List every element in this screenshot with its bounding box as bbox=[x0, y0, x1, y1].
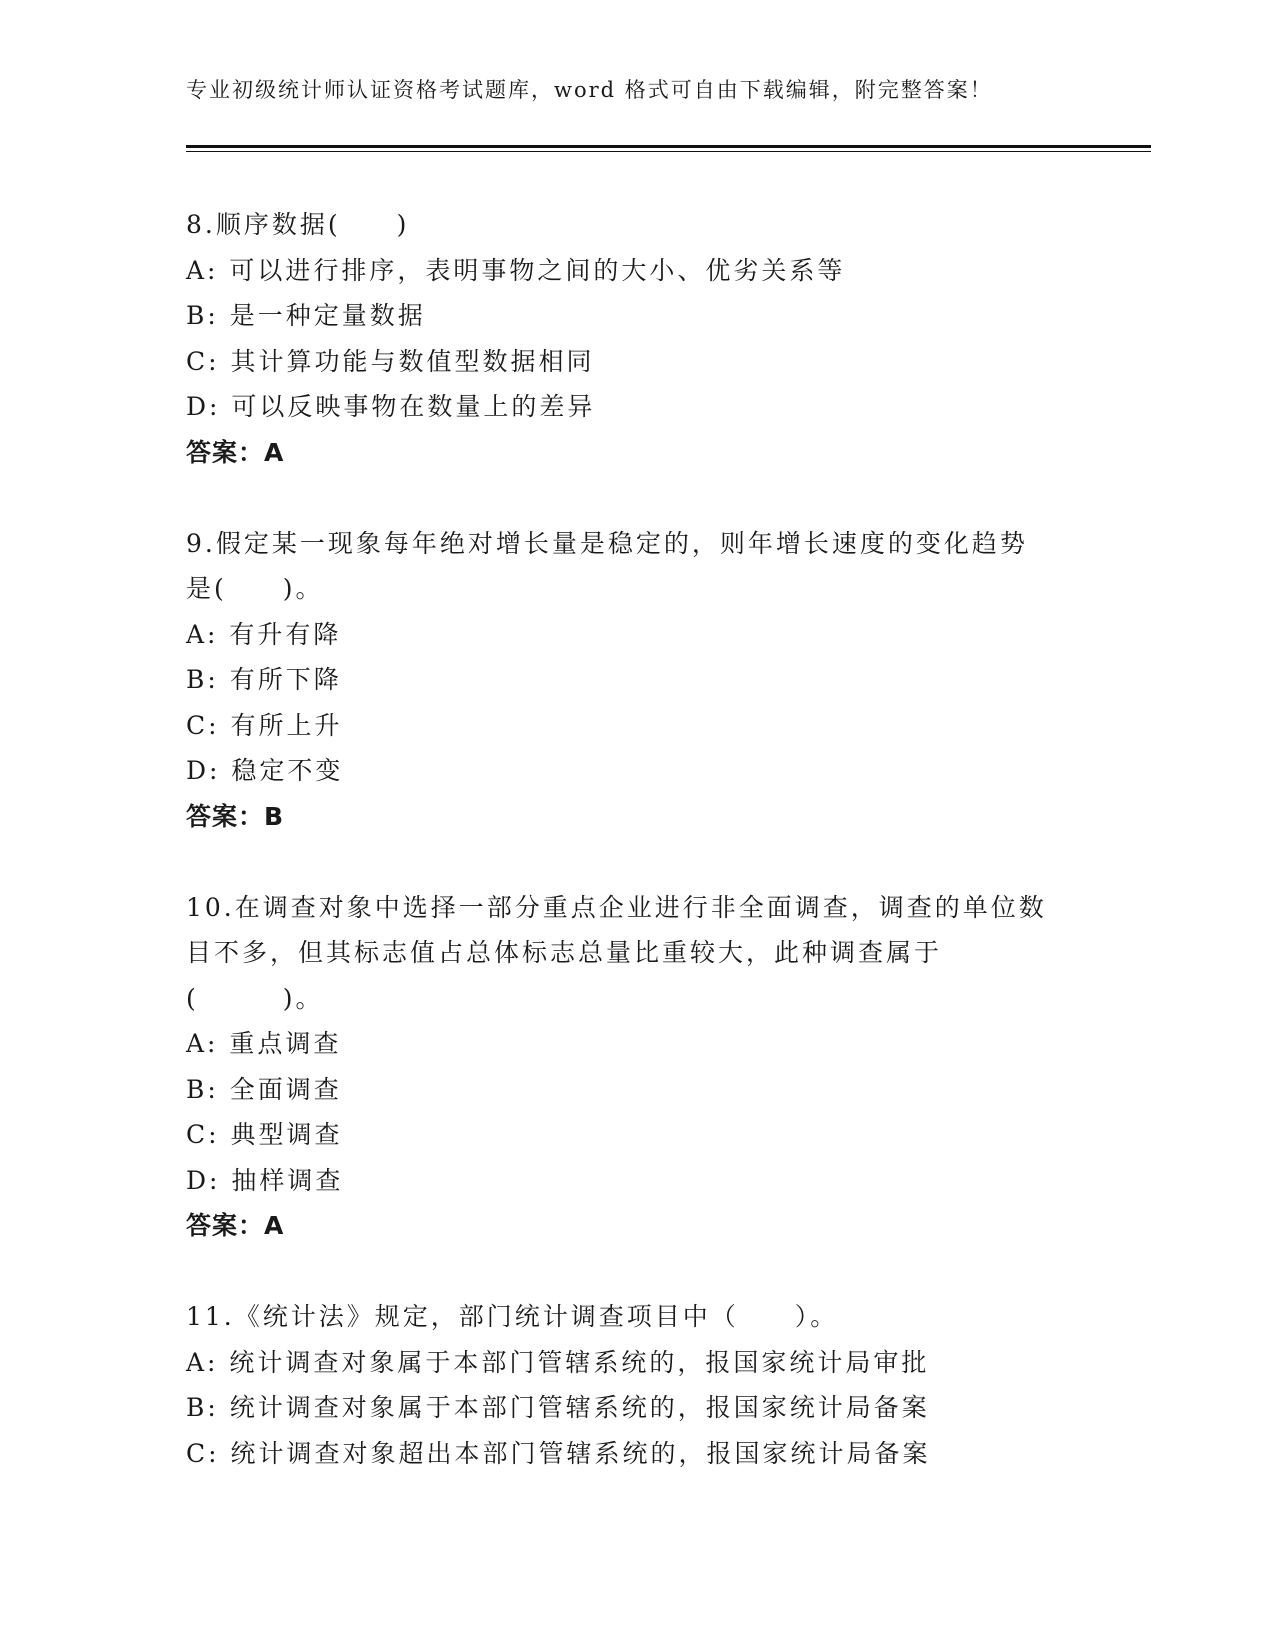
option-b: B: 统计调查对象属于本部门管辖系统的，报国家统计局备案 bbox=[186, 1393, 930, 1422]
header-rule-thin bbox=[186, 151, 1151, 152]
option-a: A: 统计调查对象属于本部门管辖系统的，报国家统计局审批 bbox=[186, 1347, 930, 1377]
spacer bbox=[186, 839, 1116, 885]
question-list bbox=[186, 202, 1116, 1476]
option-c: C: 统计调查对象超出本部门管辖系统的，报国家统计局备案 bbox=[186, 1438, 931, 1468]
option-d: D: 可以反映事物在数量上的差异 bbox=[186, 392, 596, 421]
question-stem: ( )。 bbox=[186, 983, 324, 1013]
option-c: C: 有所上升 bbox=[186, 710, 343, 740]
question-stem: 10.在调查对象中选择一部分重点企业进行非全面调查，调查的单位数 bbox=[186, 892, 1047, 922]
question-stem: 目不多，但其标志值占总体标志总量比重较大，此种调查属于 bbox=[186, 938, 943, 967]
question-stem: 11.《统计法》规定，部门统计调查项目中（ ）。 bbox=[186, 1302, 839, 1331]
option-b: B: 有所下降 bbox=[186, 665, 342, 694]
question-block bbox=[186, 885, 1116, 1249]
question-stem: 9.假定某一现象每年绝对增长量是稳定的，则年增长速度的变化趋势 bbox=[186, 528, 1028, 558]
option-d: D: 稳定不变 bbox=[186, 756, 344, 785]
question-block bbox=[186, 1294, 1116, 1476]
option-c: C: 其计算功能与数值型数据相同 bbox=[186, 346, 595, 376]
spacer bbox=[186, 475, 1116, 521]
spacer bbox=[186, 1249, 1116, 1295]
option-b: B: 是一种定量数据 bbox=[186, 301, 426, 330]
option-a: A: 重点调查 bbox=[186, 1029, 342, 1058]
answer: 答案：B bbox=[186, 801, 285, 831]
question-stem: 8.顺序数据( ) bbox=[186, 210, 410, 239]
answer: 答案：A bbox=[186, 1211, 285, 1240]
question-block bbox=[186, 521, 1116, 840]
option-d: D: 抽样调查 bbox=[186, 1165, 344, 1195]
option-a: A: 可以进行排序，表明事物之间的大小、优劣关系等 bbox=[186, 255, 846, 285]
question-block bbox=[186, 202, 1116, 475]
header-rule-thick bbox=[186, 145, 1151, 148]
answer: 答案：A bbox=[186, 437, 285, 467]
option-c: C: 典型调查 bbox=[186, 1120, 343, 1149]
option-a: A: 有升有降 bbox=[186, 619, 342, 649]
question-stem: 是( )。 bbox=[186, 574, 324, 603]
option-b: B: 全面调查 bbox=[186, 1074, 342, 1104]
page-header: 专业初级统计师认证资格考试题库，word 格式可自由下载编辑，附完整答案！ bbox=[186, 78, 993, 102]
